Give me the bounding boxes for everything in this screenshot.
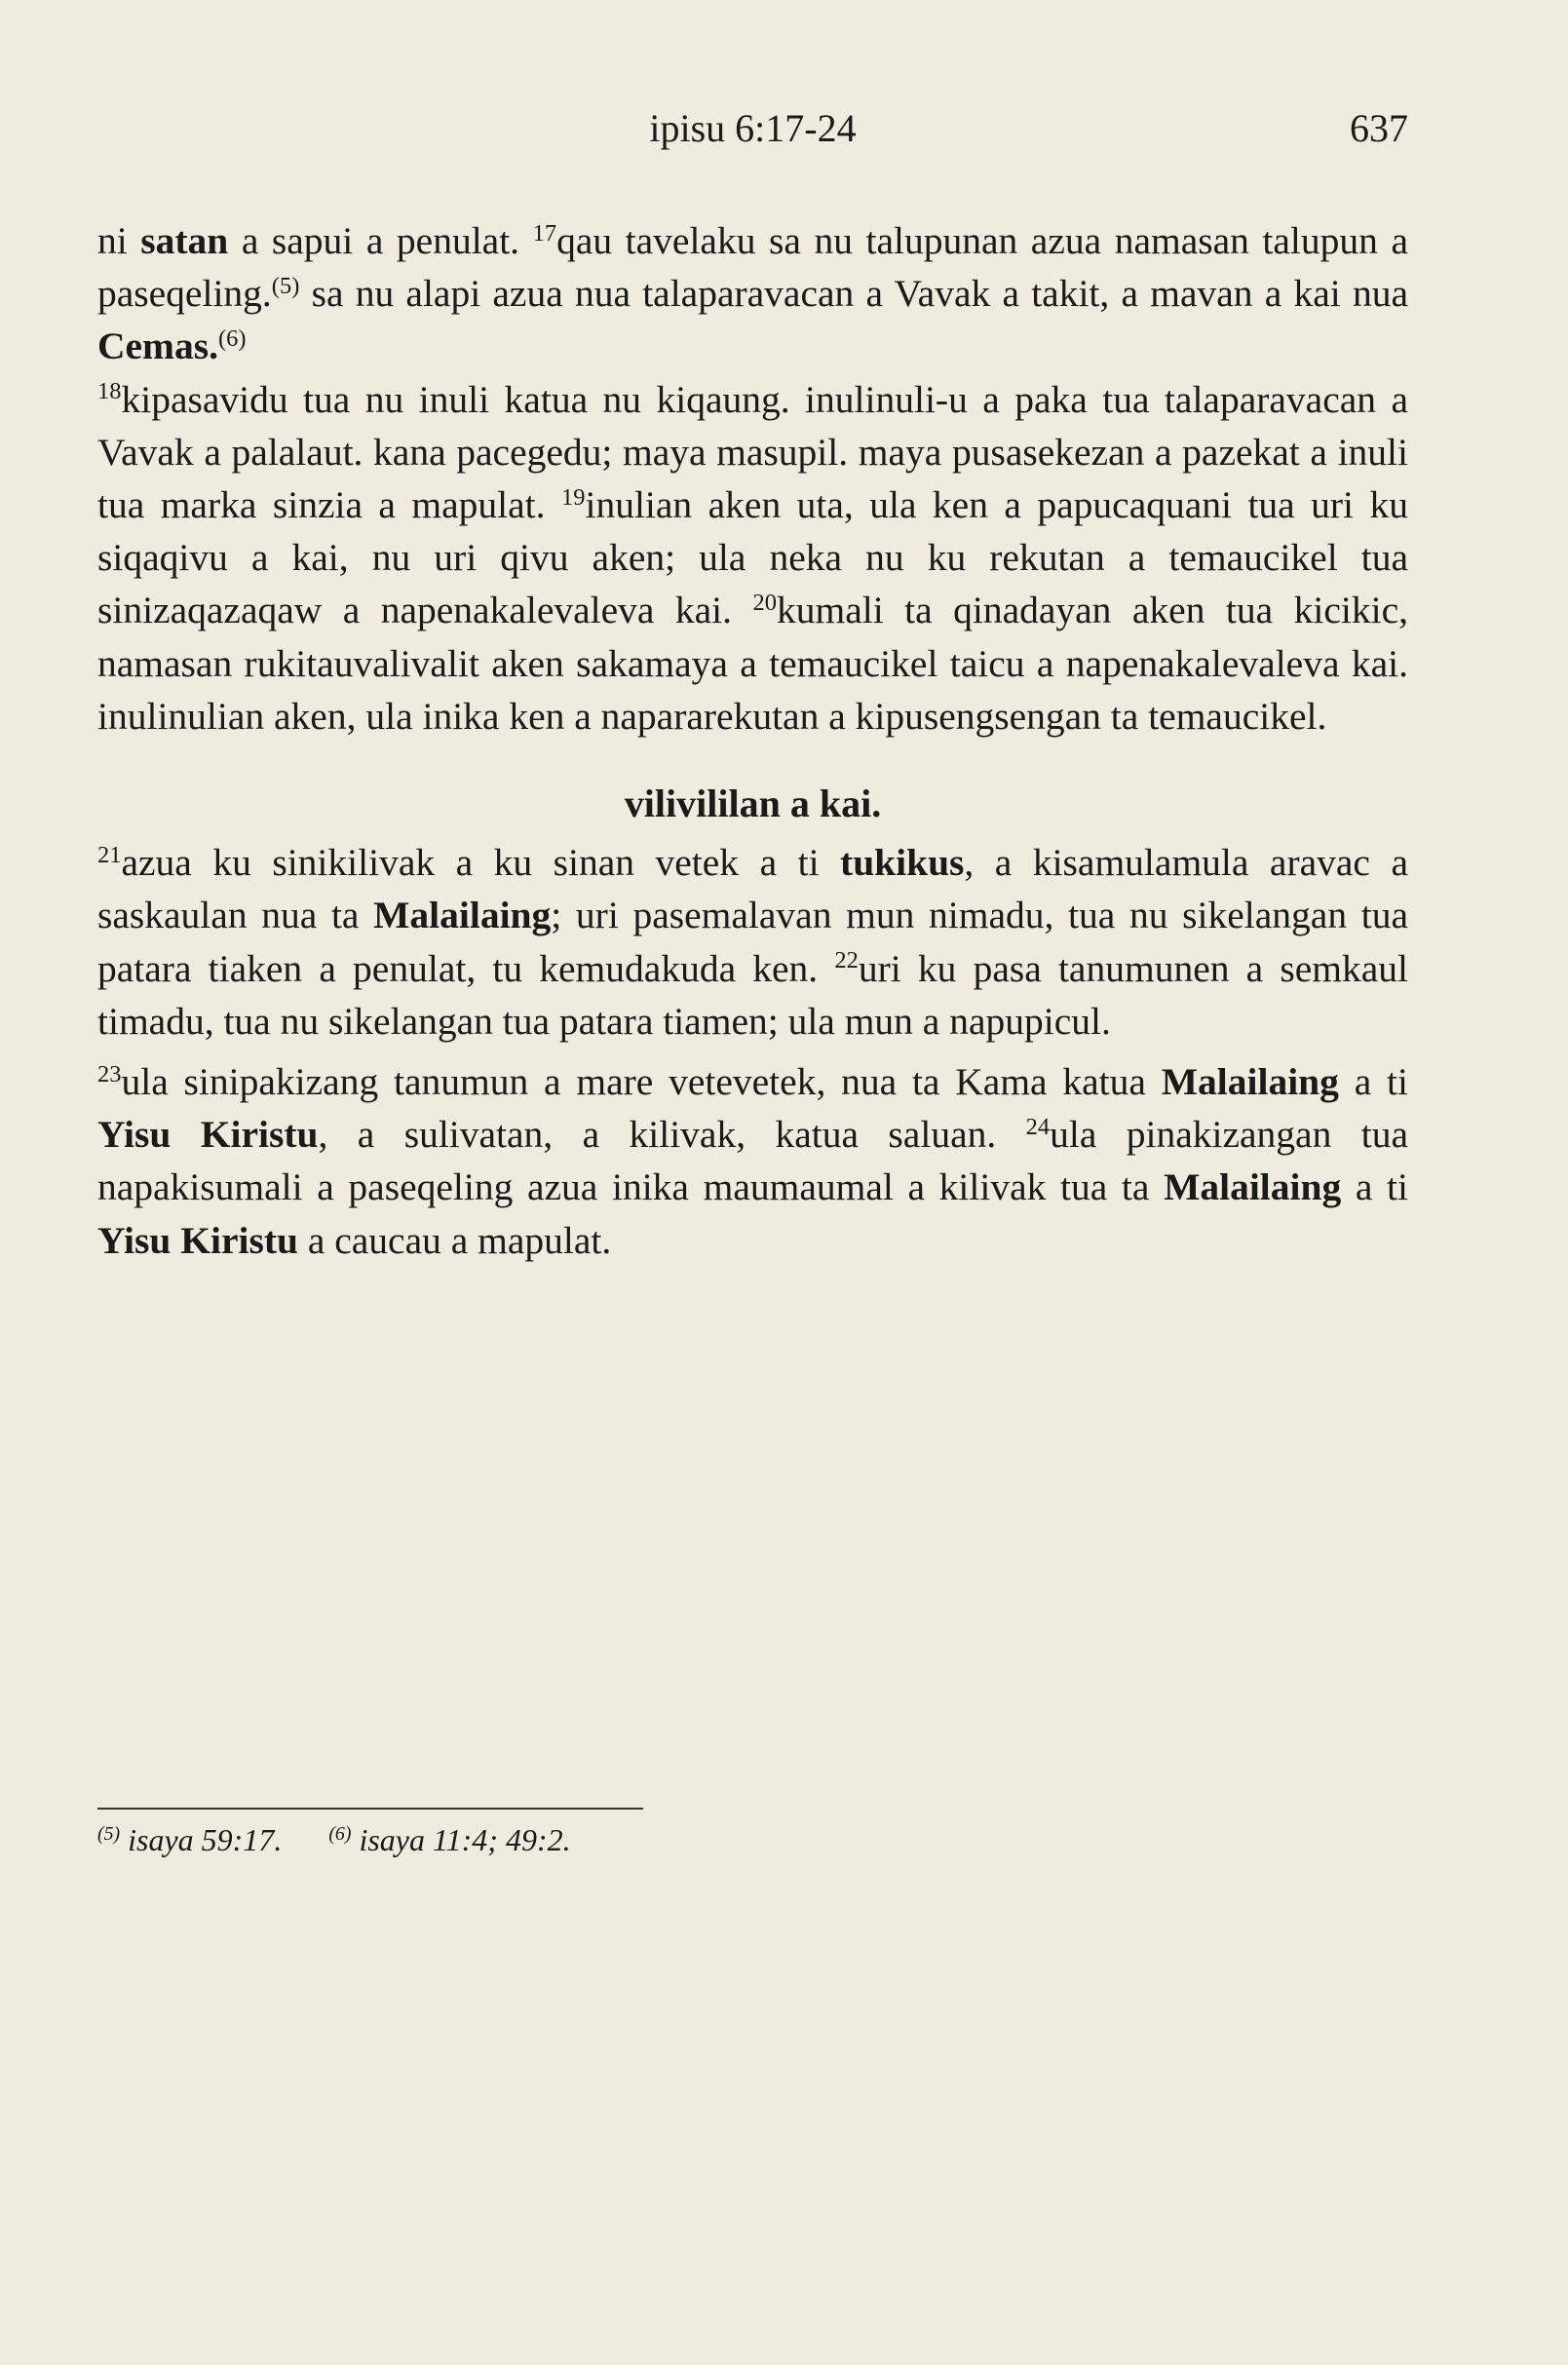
page-number: 637 [1350, 106, 1408, 150]
bold-term: Malailaing [373, 894, 552, 937]
text-run: sa nu alapi azua nua talaparavacan a Vavak a takit, a mavan a kai nua [299, 272, 1408, 316]
text-run: a sapui a penulat. [228, 219, 533, 262]
bold-term: Malailaing [1164, 1165, 1342, 1209]
footnote-reference: isaya 11:4; 49:2. [359, 1822, 571, 1857]
footnote-marker: (6) [217, 324, 247, 352]
text-run: ni [97, 219, 141, 262]
footnote-divider [97, 1808, 643, 1810]
bold-term: Yisu Kiristu [97, 1113, 319, 1157]
footnote [97, 1822, 282, 1857]
text-run: inulian aken uta, ula ken a papucaquani tua uri ku siqaqivu a kai, nu uri qivu aken; ula neka nu ku rekutan a temaucikel tua sinizaqazaqaw a napenakalevaleva kai. [97, 483, 1408, 632]
text-run: a ti [1338, 1060, 1408, 1104]
footnote-mark: (6) [328, 1823, 352, 1846]
text-run: uri ku pasa tanumunen a semkaul timadu, tua nu sikelangan tua patara tiamen; ula mun a napupicul. [97, 946, 1409, 1043]
footnote-mark: (5) [97, 1823, 121, 1846]
text-run: a caucau a mapulat. [297, 1218, 612, 1262]
text-run: qau tavelaku sa nu talupunan azua namasan talupun a paseqeling. [97, 219, 1408, 316]
text-run: kumali ta qinadayan aken tua kicikic, namasan rukitauvalivalit aken sakamaya a temaucikel taicu a napenakalevaleva kai. inulinulian aken, ula inika ken a napararekutan a kipusengsengan ta temaucikel. [97, 589, 1408, 738]
running-title: ipisu 6:17-24 [649, 106, 857, 150]
paragraph-2 [97, 373, 1408, 743]
paragraph-1 [97, 214, 1408, 373]
text-run: azua ku sinikilivak a ku sinan vetek a ti [121, 841, 841, 885]
text-run: ; uri pasemalavan mun nimadu, tua nu sikelangan tua patara tiaken a penulat, tu kemudakuda ken. [97, 894, 1408, 990]
text-run: , a sulivatan, a kilivak, katua saluan. [318, 1113, 1026, 1157]
paragraph-3 [97, 836, 1408, 1048]
text-run: kipasavidu tua nu inuli katua nu kiqaung. inulinuli-u a paka tua talaparavacan a Vavak a palalaut. kana pacegedu; maya masupil. maya pusasekezan a pazekat a inuli tua marka sinzia a mapulat. [97, 377, 1408, 527]
bold-term: Cemas. [97, 324, 218, 368]
bold-term: Yisu Kiristu [97, 1218, 298, 1262]
verse-number: 20 [752, 589, 777, 616]
verse-number: 18 [97, 378, 122, 405]
main-text [97, 214, 1408, 1267]
footnote-marker: (5) [271, 272, 300, 299]
verse-number: 17 [532, 219, 557, 247]
bold-term: satan [140, 219, 229, 262]
verse-number: 23 [97, 1060, 122, 1087]
text-run: a ti [1341, 1165, 1409, 1209]
verse-number: 19 [560, 483, 586, 511]
text-run: ula sinipakizang tanumun a mare vetevetek, nua ta Kama katua [121, 1060, 1162, 1104]
text-run: ula pinakizangan tua napakisumali a paseqeling azua inika maumaumal a kilivak tua ta [97, 1113, 1409, 1209]
bold-term: tukikus [840, 841, 965, 885]
footnotes [97, 1822, 610, 1858]
section-heading: vilivililan a kai. [624, 782, 882, 826]
footnote-reference: isaya 59:17. [128, 1822, 283, 1857]
verse-number: 21 [97, 841, 122, 868]
verse-number: 22 [834, 947, 859, 974]
page-header [97, 105, 1408, 164]
footnote [328, 1822, 570, 1857]
bold-term: Malailaing [1161, 1060, 1339, 1104]
text-run: , a kisamulamula aravac a saskaulan nua ta [97, 841, 1408, 937]
verse-number: 24 [1025, 1113, 1051, 1140]
paragraph-4 [97, 1055, 1408, 1267]
